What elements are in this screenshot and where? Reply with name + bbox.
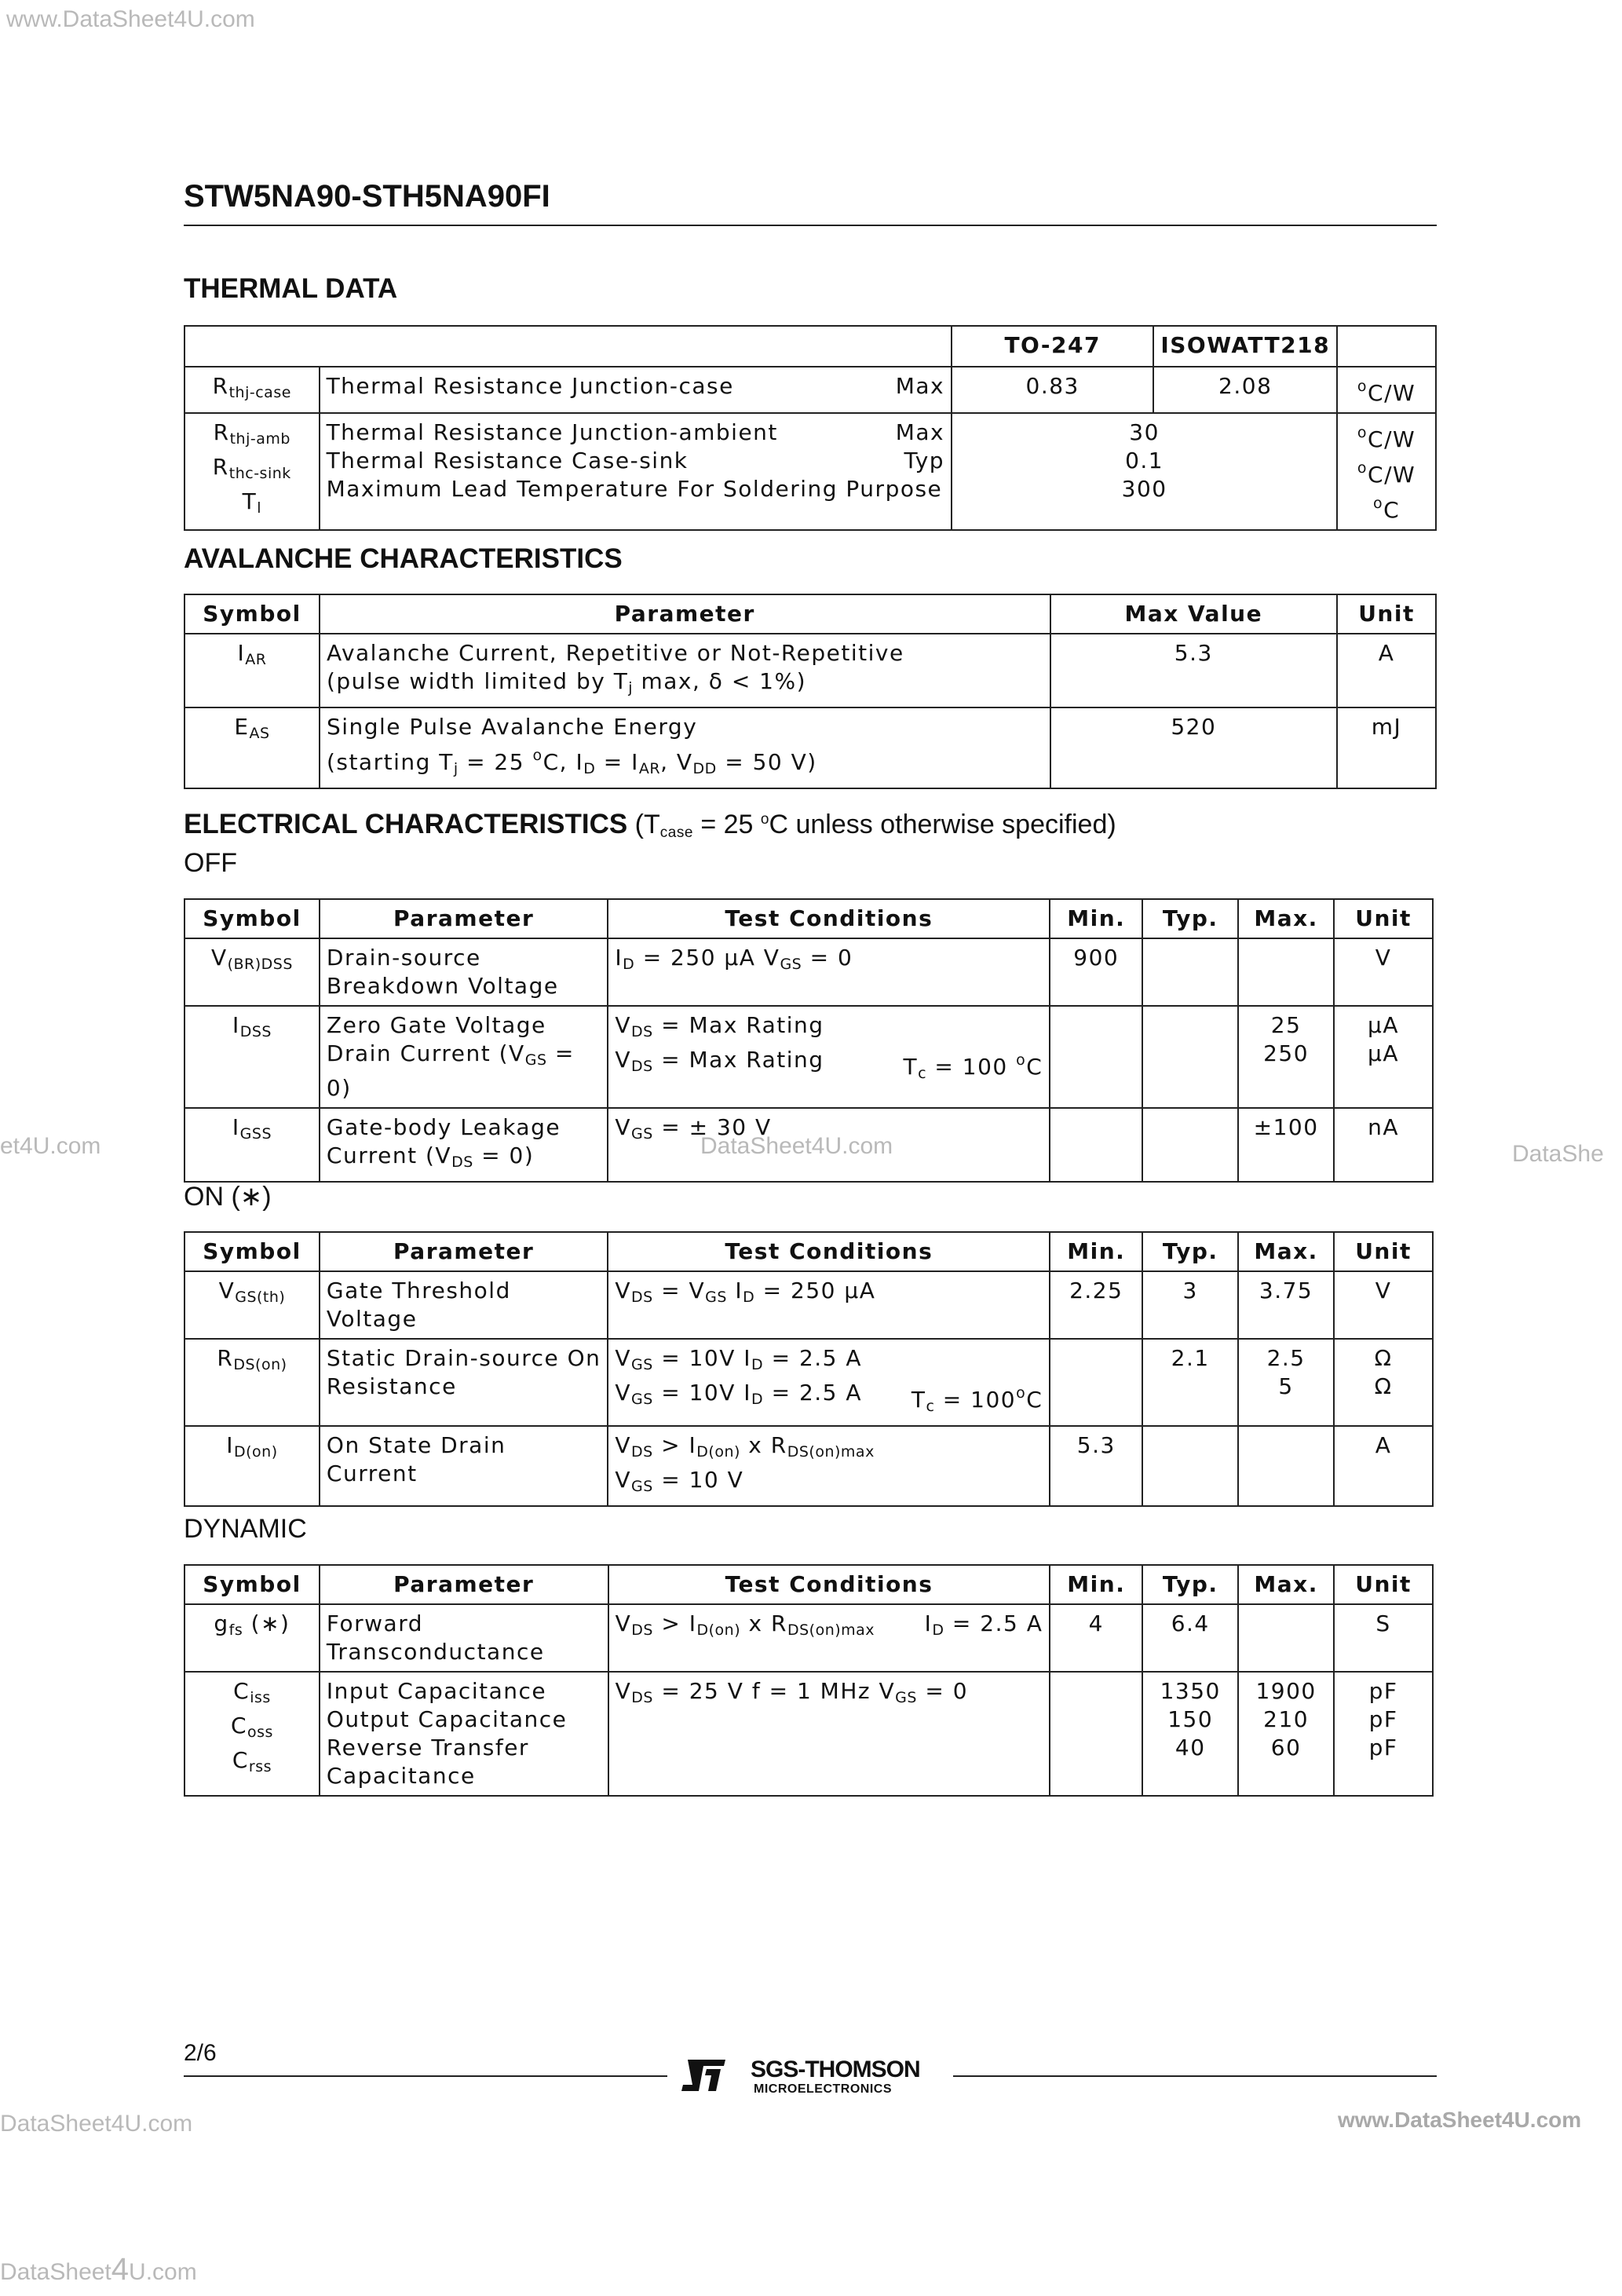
max-cell (1238, 938, 1334, 1006)
col-unit: Unit (1334, 1565, 1433, 1604)
value-cell: 520 (1050, 707, 1338, 788)
col-test-conditions: Test Conditions (608, 1232, 1050, 1271)
table-row (184, 1006, 1433, 1108)
min-cell (1050, 1108, 1142, 1182)
on-table (184, 1231, 1434, 1507)
min-cell: 2.25 (1050, 1271, 1142, 1339)
unit-cell: μA μA (1334, 1006, 1433, 1108)
thermal-col-isowatt: ISOWATT218 (1153, 326, 1337, 367)
title-divider (184, 225, 1437, 226)
parameter-cell: Thermal Resistance Junction-ambient Max Thermal Resistance Case-sink Typ Maximum Lead Temperature For Soldering Purpose (320, 413, 952, 530)
typ-cell: 1350 150 40 (1142, 1672, 1238, 1796)
st-logo-icon (680, 2057, 725, 2094)
symbol-cell: $I_{GSS}$ (184, 1108, 320, 1182)
table-row (184, 634, 1436, 707)
symbol-cell: $C_{iss}$ $C_{oss}$ $C_{rss}$ (184, 1672, 320, 1796)
value-cell: 2.08 (1153, 367, 1337, 413)
symbol-cell: $V_{GS(th)}$ (184, 1271, 320, 1339)
col-max: Max. (1238, 899, 1334, 938)
min-cell: 4 (1050, 1604, 1142, 1672)
col-parameter: Parameter (320, 899, 608, 938)
col-unit: Unit (1334, 899, 1433, 938)
avalanche-table (184, 594, 1437, 789)
page-number: 2/6 (184, 2040, 217, 2066)
off-heading: OFF (184, 848, 237, 878)
test-conditions-cell: $V_{GS}$ = ± 30 V (608, 1108, 1050, 1182)
brand-subtitle: MICROELECTRONICS (754, 2082, 892, 2096)
unit-cell: S (1334, 1604, 1433, 1672)
symbol-cell: $R_{thj-amb}$ $R_{thc-sink}$ $T_l$ (184, 413, 320, 530)
unit-cell: A (1337, 634, 1436, 707)
brand-name: SGS-THOMSON (751, 2057, 920, 2082)
value-cell: 5.3 (1050, 634, 1338, 707)
col-test-conditions: Test Conditions (608, 899, 1050, 938)
footer-divider-right (953, 2075, 1437, 2077)
col-typ: Typ. (1142, 1232, 1238, 1271)
max-cell: 2.5 5 (1238, 1339, 1334, 1426)
parameter-cell: Gate Threshold Voltage (320, 1271, 608, 1339)
test-conditions-cell: $V_{DS} > I_{D(on)}$ x $R_{DS(on)max}$ $I_D = 2.5$ A (608, 1604, 1050, 1672)
min-cell: 900 (1050, 938, 1142, 1006)
table-row (184, 707, 1436, 788)
max-cell: 25 250 (1238, 1006, 1334, 1108)
typ-cell (1142, 1006, 1238, 1108)
min-cell (1050, 1672, 1142, 1796)
table-row (184, 1108, 1433, 1182)
symbol-cell: $I_{DSS}$ (184, 1006, 320, 1108)
watermark-bottom-left: DataSheet4U.com (0, 2111, 193, 2137)
watermark-top-left: www.DataSheet4U.com (6, 6, 255, 32)
on-heading: ON (∗) (184, 1182, 272, 1212)
unit-cell: V (1334, 938, 1433, 1006)
watermark-mid-center: DataSheet4U.com (700, 1133, 893, 1159)
test-conditions-cell: $V_{GS} = 10V$ $I_D = 2.5$ A $V_{GS} = 10V$ $I_D = 2.5$ A $T_c = 100^oC$ (608, 1339, 1050, 1426)
unit-cell: pF pF pF (1334, 1672, 1433, 1796)
parameter-cell: Avalanche Current, Repetitive or Not-Repetitive (pulse width limited by $T_j$ max, δ < 1%) (320, 634, 1050, 707)
unit-cell: nA (1334, 1108, 1433, 1182)
unit-cell: V (1334, 1271, 1433, 1339)
typ-cell (1142, 938, 1238, 1006)
symbol-cell: $I_{AR}$ (184, 634, 320, 707)
col-typ: Typ. (1142, 899, 1238, 938)
unit-cell: A (1334, 1426, 1433, 1506)
watermark-mid-left: et4U.com (0, 1133, 101, 1159)
min-cell (1050, 1339, 1142, 1426)
table-row (184, 413, 1436, 530)
watermark-bottom-right: www.DataSheet4U.com (1338, 2108, 1582, 2132)
table-row (184, 1426, 1433, 1506)
thermal-table (184, 325, 1437, 531)
unit-cell: Ω Ω (1334, 1339, 1433, 1426)
dynamic-heading: DYNAMIC (184, 1514, 307, 1544)
col-symbol: Symbol (184, 1232, 320, 1271)
parameter-cell: Input Capacitance Output Capacitance Reverse Transfer Capacitance (320, 1672, 608, 1796)
parameter-cell: On State Drain Current (320, 1426, 608, 1506)
typ-cell: 6.4 (1142, 1604, 1238, 1672)
col-max-value: Max Value (1050, 594, 1338, 634)
col-unit: Unit (1337, 594, 1436, 634)
unit-cell: $^o$C/W (1337, 367, 1436, 413)
footer-divider-left (184, 2075, 667, 2077)
col-unit: Unit (1334, 1232, 1433, 1271)
watermark-footer-brand: DataSheet4U.com (0, 2252, 197, 2287)
parameter-cell: Zero Gate Voltage Drain Current $(V_{GS} = 0)$ (320, 1006, 608, 1108)
max-cell (1238, 1604, 1334, 1672)
symbol-cell: $I_{D(on)}$ (184, 1426, 320, 1506)
table-row (184, 1672, 1433, 1796)
typ-cell: 3 (1142, 1271, 1238, 1339)
typ-cell (1142, 1108, 1238, 1182)
col-min: Min. (1050, 899, 1142, 938)
col-symbol: Symbol (184, 594, 320, 634)
page-title: STW5NA90-STH5NA90FI (184, 179, 550, 214)
value-cell: 30 0.1 300 (952, 413, 1337, 530)
symbol-cell: $R_{thj-case}$ (184, 367, 320, 413)
typ-cell: 2.1 (1142, 1339, 1238, 1426)
symbol-cell: $E_{AS}$ (184, 707, 320, 788)
thermal-heading: THERMAL DATA (184, 273, 398, 304)
col-parameter: Parameter (320, 1232, 608, 1271)
unit-cell: $^o$C/W $^o$C/W $^o$C (1337, 413, 1436, 530)
table-row (184, 938, 1433, 1006)
symbol-cell: $V_{(BR)DSS}$ (184, 938, 320, 1006)
symbol-cell: $g_{fs}$ (∗) (184, 1604, 320, 1672)
table-row (184, 367, 1436, 413)
thermal-col-to247: TO-247 (952, 326, 1153, 367)
test-conditions-cell: $I_D = 250$ μA $V_{GS} = 0$ (608, 938, 1050, 1006)
max-cell: ±100 (1238, 1108, 1334, 1182)
symbol-cell: $R_{DS(on)}$ (184, 1339, 320, 1426)
col-min: Min. (1050, 1565, 1142, 1604)
table-row (184, 1271, 1433, 1339)
col-symbol: Symbol (184, 1565, 320, 1604)
col-min: Min. (1050, 1232, 1142, 1271)
test-conditions-cell: $V_{DS}$ = Max Rating $V_{DS}$ = Max Rating $T_c = 100$ $^o$C (608, 1006, 1050, 1108)
col-symbol: Symbol (184, 899, 320, 938)
col-max: Max. (1238, 1565, 1334, 1604)
electrical-heading: ELECTRICAL CHARACTERISTICS ($T_{case} = 25$ $^o$C unless otherwise specified) (184, 809, 1116, 841)
min-cell: 5.3 (1050, 1426, 1142, 1506)
parameter-cell: Drain-source Breakdown Voltage (320, 938, 608, 1006)
col-max: Max. (1238, 1232, 1334, 1271)
max-cell: 1900 210 60 (1238, 1672, 1334, 1796)
col-test-conditions: Test Conditions (608, 1565, 1050, 1604)
parameter-cell: Thermal Resistance Junction-case Max (320, 367, 952, 413)
parameter-cell: Single Pulse Avalanche Energy (starting $T_j = 25$ $^o$C, $I_D = I_{AR}$, $V_{DD} = 50$ V) (320, 707, 1050, 788)
col-typ: Typ. (1142, 1565, 1238, 1604)
test-conditions-cell: $V_{DS} > I_{D(on)}$ x $R_{DS(on)max}$ $V_{GS} = 10$ V (608, 1426, 1050, 1506)
max-cell (1238, 1426, 1334, 1506)
avalanche-heading: AVALANCHE CHARACTERISTICS (184, 543, 623, 574)
off-table (184, 898, 1434, 1183)
test-conditions-cell: $V_{DS} = V_{GS}$ $I_D = 250$ μA (608, 1271, 1050, 1339)
parameter-cell: Static Drain-source On Resistance (320, 1339, 608, 1426)
watermark-mid-right: DataShe (1512, 1141, 1604, 1167)
dynamic-table (184, 1564, 1434, 1797)
value-cell: 0.83 (952, 367, 1153, 413)
table-row (184, 1604, 1433, 1672)
max-cell: 3.75 (1238, 1271, 1334, 1339)
table-row (184, 1339, 1433, 1426)
min-cell (1050, 1006, 1142, 1108)
parameter-cell: Gate-body Leakage Current $(V_{DS} = 0)$ (320, 1108, 608, 1182)
test-conditions-cell: $V_{DS} = 25$ V f = 1 MHz $V_{GS} = 0$ (608, 1672, 1050, 1796)
typ-cell (1142, 1426, 1238, 1506)
parameter-cell: Forward Transconductance (320, 1604, 608, 1672)
col-parameter: Parameter (320, 1565, 608, 1604)
unit-cell: mJ (1337, 707, 1436, 788)
col-parameter: Parameter (320, 594, 1050, 634)
